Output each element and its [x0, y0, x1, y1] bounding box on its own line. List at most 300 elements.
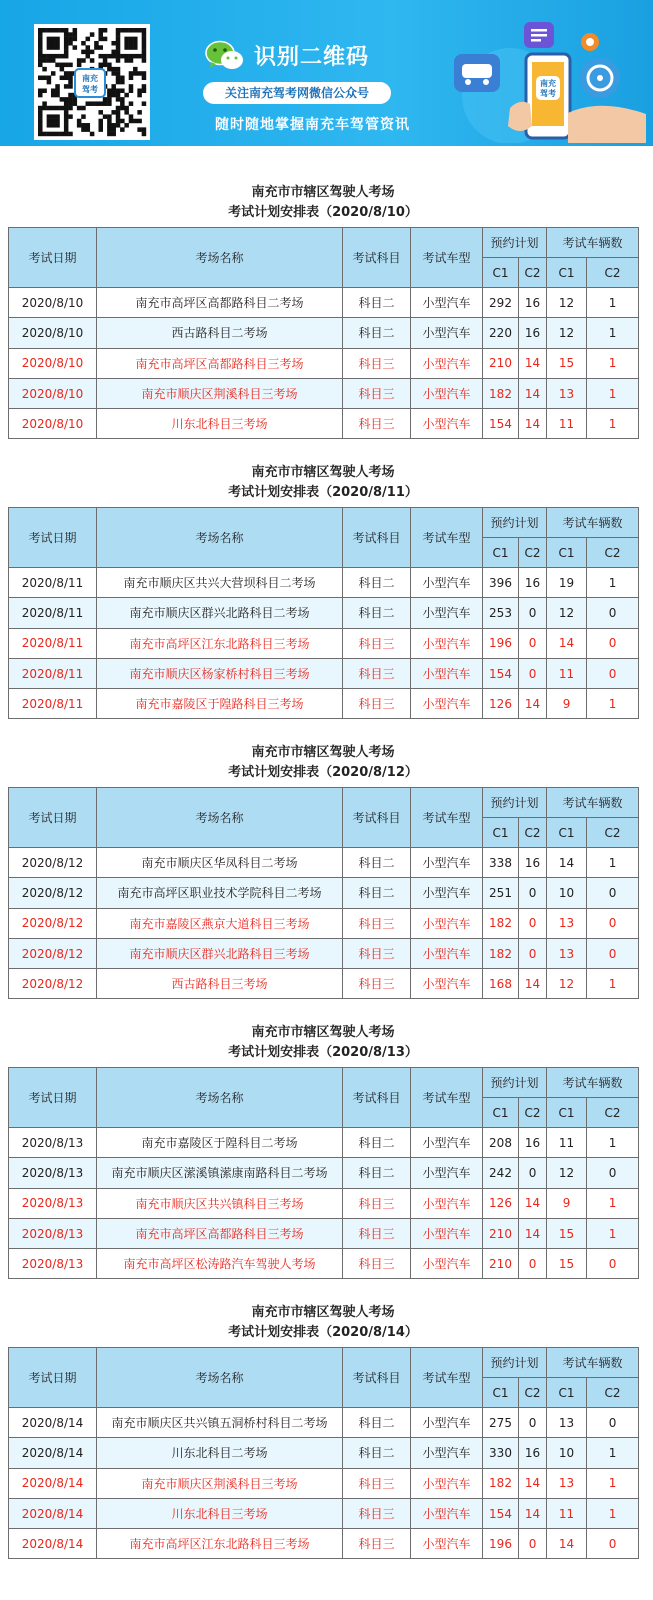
cell-venue: 南充市高坪区高都路科目三考场: [97, 348, 343, 378]
cell-subject: 科目三: [343, 1249, 411, 1279]
cell-vehicle: 小型汽车: [411, 908, 483, 938]
cell-reservation-c1: 338: [483, 848, 519, 878]
header-venue: 考场名称: [97, 1348, 343, 1408]
schedule-title-line1: 南充市市辖区驾驶人考场: [251, 465, 395, 480]
table-row: [9, 1408, 639, 1438]
cell-date: 2020/8/13: [9, 1188, 97, 1218]
schedule-table: [8, 507, 639, 719]
header-vehicle: 考试车型: [411, 1348, 483, 1408]
cell-subject: 科目三: [343, 628, 411, 658]
schedule-title-line1: 南充市市辖区驾驶人考场: [251, 1025, 395, 1040]
cell-cars-c1: 13: [547, 378, 587, 408]
cell-venue: 南充市顺庆区杨家桥村科目三考场: [97, 658, 343, 688]
cell-cars-c2: 0: [587, 1158, 639, 1188]
cell-reservation-c2: 14: [519, 1468, 547, 1498]
schedule-section: [8, 183, 638, 432]
cell-reservation-c2: 16: [519, 568, 547, 598]
cell-venue: 南充市顺庆区荆溪科目三考场: [97, 378, 343, 408]
header-reservation-c1: C1: [483, 1098, 519, 1128]
cell-vehicle: 小型汽车: [411, 348, 483, 378]
cell-cars-c2: 0: [587, 628, 639, 658]
qr-code[interactable]: [34, 24, 150, 140]
cell-reservation-c1: 168: [483, 969, 519, 999]
cell-vehicle: 小型汽车: [411, 1529, 483, 1559]
cell-date: 2020/8/12: [9, 908, 97, 938]
cell-cars-c1: 10: [547, 878, 587, 908]
cell-subject: 科目二: [343, 1158, 411, 1188]
table-row: [9, 1438, 639, 1468]
cell-date: 2020/8/14: [9, 1468, 97, 1498]
cell-cars-c2: 0: [587, 878, 639, 908]
cell-reservation-c1: 126: [483, 689, 519, 719]
cell-reservation-c1: 251: [483, 878, 519, 908]
cell-subject: 科目二: [343, 598, 411, 628]
cell-cars-c1: 14: [547, 1529, 587, 1559]
header-subject: 考试科目: [343, 1068, 411, 1128]
cell-subject: 科目三: [343, 1468, 411, 1498]
cell-reservation-c1: 126: [483, 1188, 519, 1218]
cell-vehicle: 小型汽车: [411, 378, 483, 408]
cell-reservation-c2: 14: [519, 969, 547, 999]
cell-cars-c2: 1: [587, 848, 639, 878]
cell-cars-c1: 13: [547, 938, 587, 968]
cell-cars-c1: 9: [547, 1188, 587, 1218]
cell-subject: 科目二: [343, 1128, 411, 1158]
schedule-section: [8, 1303, 638, 1552]
table-row: [9, 938, 639, 968]
header-reservation-c2: C2: [519, 818, 547, 848]
cell-cars-c1: 11: [547, 409, 587, 439]
schedule-title-line2: 考试计划安排表（2020/8/10）: [228, 205, 418, 220]
cell-venue: 南充市顺庆区华凤科目二考场: [97, 848, 343, 878]
cell-vehicle: 小型汽车: [411, 568, 483, 598]
cell-reservation-c1: 154: [483, 658, 519, 688]
cell-venue: 南充市顺庆区共兴镇科目三考场: [97, 1188, 343, 1218]
follow-account-label[interactable]: 关注南充驾考网微信公众号: [203, 82, 391, 104]
promo-banner: [0, 0, 653, 146]
cell-vehicle: 小型汽车: [411, 848, 483, 878]
cell-cars-c2: 1: [587, 1218, 639, 1248]
cell-reservation-c2: 16: [519, 848, 547, 878]
table-row: [9, 969, 639, 999]
cell-reservation-c1: 182: [483, 938, 519, 968]
cell-reservation-c2: 14: [519, 689, 547, 719]
header-date: 考试日期: [9, 1348, 97, 1408]
cell-reservation-c2: 14: [519, 1188, 547, 1218]
cell-venue: 南充市顺庆区群兴北路科目三考场: [97, 938, 343, 968]
cell-cars-c1: 11: [547, 658, 587, 688]
table-row: [9, 628, 639, 658]
schedule-table: [8, 787, 639, 999]
cell-date: 2020/8/12: [9, 969, 97, 999]
cell-reservation-c1: 396: [483, 568, 519, 598]
table-row: [9, 598, 639, 628]
cell-venue: 南充市顺庆区共兴大营坝科目二考场: [97, 568, 343, 598]
cell-date: 2020/8/14: [9, 1438, 97, 1468]
cell-cars-c2: 1: [587, 1498, 639, 1528]
cell-cars-c2: 1: [587, 1188, 639, 1218]
schedule-title-line1: 南充市市辖区驾驶人考场: [251, 185, 395, 200]
header-reservation-c1: C1: [483, 258, 519, 288]
cell-date: 2020/8/12: [9, 938, 97, 968]
header-reservation-c2: C2: [519, 258, 547, 288]
cell-vehicle: 小型汽车: [411, 658, 483, 688]
schedule-title-line1: 南充市市辖区驾驶人考场: [251, 745, 395, 760]
cell-cars-c1: 19: [547, 568, 587, 598]
header-cars-c1: C1: [547, 1098, 587, 1128]
cell-subject: 科目三: [343, 908, 411, 938]
cell-venue: 川东北科目二考场: [97, 1438, 343, 1468]
header-vehicle: 考试车型: [411, 508, 483, 568]
cell-vehicle: 小型汽车: [411, 938, 483, 968]
cell-venue: 南充市高坪区江东北路科目三考场: [97, 628, 343, 658]
header-cars-c2: C2: [587, 1378, 639, 1408]
cell-cars-c1: 11: [547, 1498, 587, 1528]
cell-subject: 科目三: [343, 1218, 411, 1248]
cell-venue: 南充市嘉陵区于隍科目二考场: [97, 1128, 343, 1158]
cell-venue: 西古路科目二考场: [97, 318, 343, 348]
cell-cars-c2: 1: [587, 1468, 639, 1498]
header-reservation: 预约计划: [483, 228, 547, 258]
cell-subject: 科目三: [343, 409, 411, 439]
cell-date: 2020/8/10: [9, 409, 97, 439]
table-row: [9, 1498, 639, 1528]
schedule-table: [8, 1347, 639, 1559]
header-reservation-c2: C2: [519, 1098, 547, 1128]
cell-venue: 南充市嘉陵区于隍路科目三考场: [97, 689, 343, 719]
cell-venue: 南充市高坪区江东北路科目三考场: [97, 1529, 343, 1559]
header-date: 考试日期: [9, 228, 97, 288]
cell-date: 2020/8/14: [9, 1529, 97, 1559]
cell-reservation-c2: 0: [519, 908, 547, 938]
cell-subject: 科目二: [343, 878, 411, 908]
header-vehicle: 考试车型: [411, 228, 483, 288]
phone-app-illustration: [450, 18, 650, 143]
cell-reservation-c2: 16: [519, 1438, 547, 1468]
table-row: [9, 689, 639, 719]
cell-date: 2020/8/12: [9, 878, 97, 908]
cell-reservation-c1: 220: [483, 318, 519, 348]
header-reservation-c1: C1: [483, 1378, 519, 1408]
header-reservation: 预约计划: [483, 508, 547, 538]
cell-cars-c1: 9: [547, 689, 587, 719]
cell-reservation-c1: 182: [483, 378, 519, 408]
cell-cars-c1: 10: [547, 1438, 587, 1468]
cell-vehicle: 小型汽车: [411, 1438, 483, 1468]
cell-reservation-c2: 14: [519, 378, 547, 408]
cell-subject: 科目二: [343, 1408, 411, 1438]
cell-reservation-c2: 0: [519, 1158, 547, 1188]
cell-date: 2020/8/10: [9, 378, 97, 408]
header-cars-c1: C1: [547, 818, 587, 848]
schedule-section: [8, 1023, 638, 1272]
schedule-title-line2: 考试计划安排表（2020/8/12）: [228, 765, 418, 780]
table-row: [9, 568, 639, 598]
phone-logo-text-1: 南充: [540, 79, 556, 88]
cell-cars-c2: 0: [587, 1249, 639, 1279]
table-row: [9, 1158, 639, 1188]
cell-venue: 川东北科目三考场: [97, 1498, 343, 1528]
cell-date: 2020/8/11: [9, 628, 97, 658]
cell-subject: 科目三: [343, 348, 411, 378]
cell-cars-c2: 0: [587, 658, 639, 688]
cell-subject: 科目二: [343, 318, 411, 348]
header-reservation: 预约计划: [483, 1068, 547, 1098]
schedule-section: [8, 463, 638, 712]
cell-date: 2020/8/12: [9, 848, 97, 878]
cell-reservation-c1: 253: [483, 598, 519, 628]
cell-reservation-c1: 210: [483, 348, 519, 378]
cell-cars-c1: 13: [547, 1468, 587, 1498]
cell-reservation-c2: 16: [519, 1128, 547, 1158]
cell-reservation-c2: 0: [519, 1408, 547, 1438]
cell-cars-c2: 1: [587, 288, 639, 318]
header-venue: 考场名称: [97, 228, 343, 288]
cell-date: 2020/8/10: [9, 288, 97, 318]
header-reservation-c2: C2: [519, 1378, 547, 1408]
header-cars: 考试车辆数: [547, 1348, 639, 1378]
cell-cars-c2: 0: [587, 1408, 639, 1438]
header-venue: 考场名称: [97, 1068, 343, 1128]
cell-cars-c1: 15: [547, 1218, 587, 1248]
cell-reservation-c1: 196: [483, 1529, 519, 1559]
cell-cars-c1: 11: [547, 1128, 587, 1158]
qr-center-logo: [74, 68, 106, 98]
cell-subject: 科目二: [343, 1438, 411, 1468]
table-row: [9, 658, 639, 688]
cell-date: 2020/8/13: [9, 1218, 97, 1248]
table-row: [9, 1529, 639, 1559]
cell-vehicle: 小型汽车: [411, 1158, 483, 1188]
cell-venue: 南充市高坪区职业技术学院科目二考场: [97, 878, 343, 908]
cell-vehicle: 小型汽车: [411, 1188, 483, 1218]
cell-reservation-c1: 292: [483, 288, 519, 318]
cell-reservation-c2: 0: [519, 628, 547, 658]
cell-cars-c2: 0: [587, 908, 639, 938]
header-reservation-c2: C2: [519, 538, 547, 568]
cell-cars-c2: 1: [587, 378, 639, 408]
cell-subject: 科目三: [343, 1529, 411, 1559]
header-subject: 考试科目: [343, 228, 411, 288]
table-row: [9, 878, 639, 908]
cell-subject: 科目三: [343, 378, 411, 408]
cell-venue: 南充市嘉陵区燕京大道科目三考场: [97, 908, 343, 938]
cell-reservation-c1: 210: [483, 1249, 519, 1279]
cell-reservation-c2: 14: [519, 348, 547, 378]
cell-reservation-c1: 208: [483, 1128, 519, 1158]
header-subject: 考试科目: [343, 788, 411, 848]
cell-cars-c1: 13: [547, 1408, 587, 1438]
cell-subject: 科目二: [343, 848, 411, 878]
table-row: [9, 409, 639, 439]
table-row: [9, 1128, 639, 1158]
cell-cars-c2: 1: [587, 348, 639, 378]
cell-venue: 南充市顺庆区潆溪镇潆康南路科目二考场: [97, 1158, 343, 1188]
header-cars-c1: C1: [547, 538, 587, 568]
table-row: [9, 348, 639, 378]
header-vehicle: 考试车型: [411, 788, 483, 848]
cell-cars-c1: 12: [547, 288, 587, 318]
cell-date: 2020/8/11: [9, 658, 97, 688]
cell-reservation-c2: 0: [519, 658, 547, 688]
scan-qr-title: 识别二维码: [254, 45, 370, 70]
cell-reservation-c2: 16: [519, 288, 547, 318]
cell-venue: 南充市顺庆区荆溪科目三考场: [97, 1468, 343, 1498]
cell-vehicle: 小型汽车: [411, 598, 483, 628]
table-row: [9, 1218, 639, 1248]
cell-cars-c1: 12: [547, 969, 587, 999]
qr-logo-text-2: 驾考: [82, 85, 98, 94]
cell-reservation-c1: 182: [483, 908, 519, 938]
cell-cars-c1: 13: [547, 908, 587, 938]
table-row: [9, 1249, 639, 1279]
cell-subject: 科目三: [343, 938, 411, 968]
schedule-title-line2: 考试计划安排表（2020/8/14）: [228, 1325, 418, 1340]
cell-cars-c2: 1: [587, 1438, 639, 1468]
cell-cars-c1: 14: [547, 628, 587, 658]
cell-reservation-c2: 0: [519, 1529, 547, 1559]
cell-cars-c2: 1: [587, 969, 639, 999]
cell-date: 2020/8/14: [9, 1408, 97, 1438]
header-cars-c2: C2: [587, 818, 639, 848]
header-date: 考试日期: [9, 788, 97, 848]
hand-right-icon: [568, 106, 646, 143]
header-date: 考试日期: [9, 1068, 97, 1128]
schedule-table: [8, 1067, 639, 1279]
cell-cars-c1: 12: [547, 1158, 587, 1188]
header-cars-c2: C2: [587, 1098, 639, 1128]
cell-reservation-c1: 154: [483, 409, 519, 439]
cell-date: 2020/8/13: [9, 1158, 97, 1188]
cell-vehicle: 小型汽车: [411, 1408, 483, 1438]
cell-vehicle: 小型汽车: [411, 1249, 483, 1279]
cell-cars-c2: 1: [587, 568, 639, 598]
cell-cars-c1: 15: [547, 1249, 587, 1279]
cell-reservation-c2: 16: [519, 318, 547, 348]
cell-vehicle: 小型汽车: [411, 409, 483, 439]
cell-venue: 西古路科目三考场: [97, 969, 343, 999]
header-cars-c2: C2: [587, 258, 639, 288]
schedule-title-line1: 南充市市辖区驾驶人考场: [251, 1305, 395, 1320]
cell-reservation-c1: 242: [483, 1158, 519, 1188]
cell-date: 2020/8/13: [9, 1128, 97, 1158]
table-row: [9, 318, 639, 348]
cell-cars-c1: 12: [547, 318, 587, 348]
cell-cars-c2: 1: [587, 409, 639, 439]
cell-subject: 科目三: [343, 1188, 411, 1218]
schedule-title-line2: 考试计划安排表（2020/8/13）: [228, 1045, 418, 1060]
cell-vehicle: 小型汽车: [411, 969, 483, 999]
cell-cars-c2: 0: [587, 598, 639, 628]
cell-vehicle: 小型汽车: [411, 1498, 483, 1528]
schedule-title-line2: 考试计划安排表（2020/8/11）: [228, 485, 418, 500]
cell-cars-c2: 1: [587, 689, 639, 719]
header-reservation: 预约计划: [483, 788, 547, 818]
cell-venue: 南充市顺庆区群兴北路科目二考场: [97, 598, 343, 628]
header-venue: 考场名称: [97, 508, 343, 568]
cell-venue: 南充市高坪区高都路科目三考场: [97, 1218, 343, 1248]
phone-logo-text-2: 驾考: [540, 89, 556, 98]
cell-cars-c2: 1: [587, 318, 639, 348]
cell-reservation-c2: 0: [519, 598, 547, 628]
cell-cars-c1: 12: [547, 598, 587, 628]
cell-venue: 南充市顺庆区共兴镇五洞桥村科目二考场: [97, 1408, 343, 1438]
cell-venue: 南充市高坪区高都路科目二考场: [97, 288, 343, 318]
cell-reservation-c1: 196: [483, 628, 519, 658]
cell-subject: 科目三: [343, 1498, 411, 1528]
header-reservation: 预约计划: [483, 1348, 547, 1378]
cell-cars-c2: 0: [587, 938, 639, 968]
table-row: [9, 1468, 639, 1498]
cell-reservation-c2: 14: [519, 1218, 547, 1248]
cell-cars-c1: 14: [547, 848, 587, 878]
table-row: [9, 288, 639, 318]
cell-vehicle: 小型汽车: [411, 288, 483, 318]
header-cars-c1: C1: [547, 258, 587, 288]
header-reservation-c1: C1: [483, 818, 519, 848]
header-cars-c1: C1: [547, 1378, 587, 1408]
table-row: [9, 908, 639, 938]
cell-date: 2020/8/10: [9, 348, 97, 378]
cell-vehicle: 小型汽车: [411, 1128, 483, 1158]
cell-vehicle: 小型汽车: [411, 628, 483, 658]
cell-cars-c1: 15: [547, 348, 587, 378]
cell-reservation-c2: 0: [519, 1249, 547, 1279]
cell-subject: 科目三: [343, 658, 411, 688]
banner-slogan: 随时随地掌握南充车驾管资讯: [215, 117, 410, 133]
cell-cars-c2: 1: [587, 1128, 639, 1158]
cell-subject: 科目二: [343, 288, 411, 318]
cell-venue: 川东北科目三考场: [97, 409, 343, 439]
cell-reservation-c2: 14: [519, 409, 547, 439]
cell-date: 2020/8/13: [9, 1249, 97, 1279]
header-cars: 考试车辆数: [547, 788, 639, 818]
cell-venue: 南充市高坪区松涛路汽车驾驶人考场: [97, 1249, 343, 1279]
schedule-table: [8, 227, 639, 439]
table-row: [9, 848, 639, 878]
cell-reservation-c1: 275: [483, 1408, 519, 1438]
cell-date: 2020/8/11: [9, 598, 97, 628]
header-cars: 考试车辆数: [547, 508, 639, 538]
cell-reservation-c1: 154: [483, 1498, 519, 1528]
cell-date: 2020/8/14: [9, 1498, 97, 1528]
header-date: 考试日期: [9, 508, 97, 568]
cell-subject: 科目三: [343, 689, 411, 719]
wechat-icon: [205, 40, 245, 72]
header-vehicle: 考试车型: [411, 1068, 483, 1128]
cell-reservation-c1: 182: [483, 1468, 519, 1498]
cell-date: 2020/8/10: [9, 318, 97, 348]
schedule-section: [8, 743, 638, 992]
cell-reservation-c2: 0: [519, 938, 547, 968]
cell-vehicle: 小型汽车: [411, 878, 483, 908]
header-subject: 考试科目: [343, 1348, 411, 1408]
cell-subject: 科目三: [343, 969, 411, 999]
cell-subject: 科目二: [343, 568, 411, 598]
cell-vehicle: 小型汽车: [411, 1468, 483, 1498]
cell-reservation-c2: 14: [519, 1498, 547, 1528]
cell-vehicle: 小型汽车: [411, 318, 483, 348]
header-reservation-c1: C1: [483, 538, 519, 568]
cell-reservation-c1: 210: [483, 1218, 519, 1248]
cell-date: 2020/8/11: [9, 568, 97, 598]
cell-vehicle: 小型汽车: [411, 689, 483, 719]
header-cars: 考试车辆数: [547, 228, 639, 258]
table-row: [9, 1188, 639, 1218]
header-cars: 考试车辆数: [547, 1068, 639, 1098]
cell-date: 2020/8/11: [9, 689, 97, 719]
cell-cars-c2: 0: [587, 1529, 639, 1559]
